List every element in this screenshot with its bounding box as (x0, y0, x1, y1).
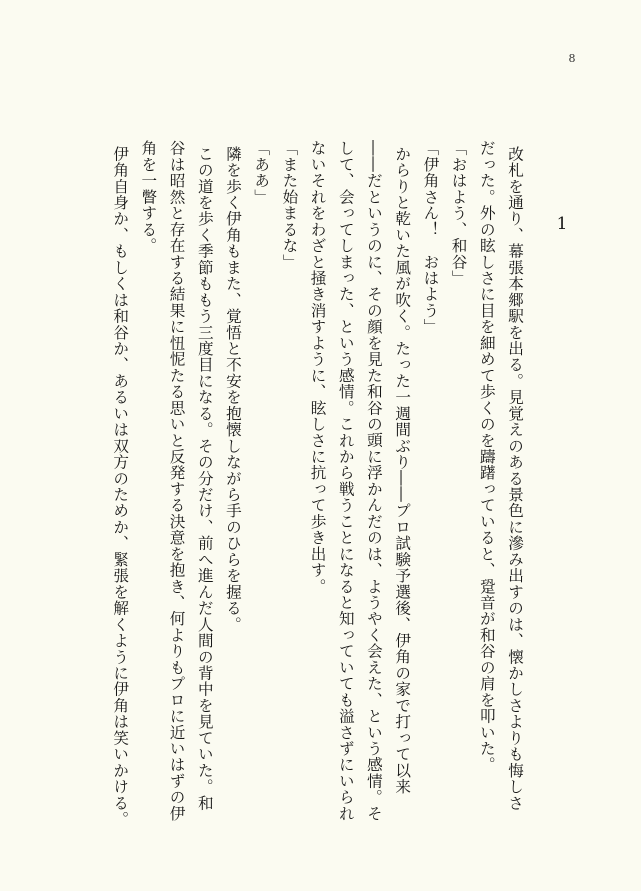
text-line-10: 「ああ」 (252, 140, 271, 205)
text-line-5: からりと乾いた風が吹く。たった一週間ぶり――プロ試験予選後、伊角の家で打って以来 (393, 140, 412, 795)
text-line-9: 「また始まるな」 (280, 140, 299, 270)
text-line-6: ――だというのに、その顔を見た和谷の頭に浮かんだのは、ようやく会えた、という感情。そ (364, 140, 383, 822)
text-line-4: 「伊角さん！ おはよう」 (421, 140, 440, 335)
text-line-13: 谷は昭然と存在する結果に忸怩たる思いと反発する決意を抱き、何よりもプロに近いはずの伊 (167, 140, 186, 822)
text-line-12: この道を歩く季節ももう三度目になる。その分だけ、前へ進んだ人間の背中を見ていた。和 (195, 140, 214, 811)
text-line-1: 改札を通り、幕張本郷駅を出る。見覚えのある景色に滲み出すのは、懐かしさよりも悔しさ (506, 140, 524, 811)
text-line-11: 隣を歩く伊角もまた、覚悟と不安を抱懐しながら手のひらを握る。 (223, 140, 242, 633)
page-number: 8 (568, 52, 576, 65)
text-line-3: 「おはよう、和谷」 (449, 140, 468, 287)
chapter-number: 1 (556, 214, 568, 234)
text-line-14: 角を一瞥する。 (139, 140, 158, 254)
text-line-7: して、会ってしまった、という感情。これから戦うことになると知っていても溢さずにいられ (336, 140, 355, 822)
vertical-body-text (106, 140, 529, 830)
text-line-2: だった。外の眩しさに目を細めて歩くのを躊躇っていると、跫音が和谷の肩を叩いた。 (477, 140, 496, 773)
text-line-15: 伊角自身か、もしくは和谷か、あるいは双方のためか、緊張を解くように伊角は笑いかける。 (111, 140, 130, 827)
text-line-8: ないそれをわざと掻き消すように、眩しさに抗って歩き出す。 (308, 140, 327, 595)
